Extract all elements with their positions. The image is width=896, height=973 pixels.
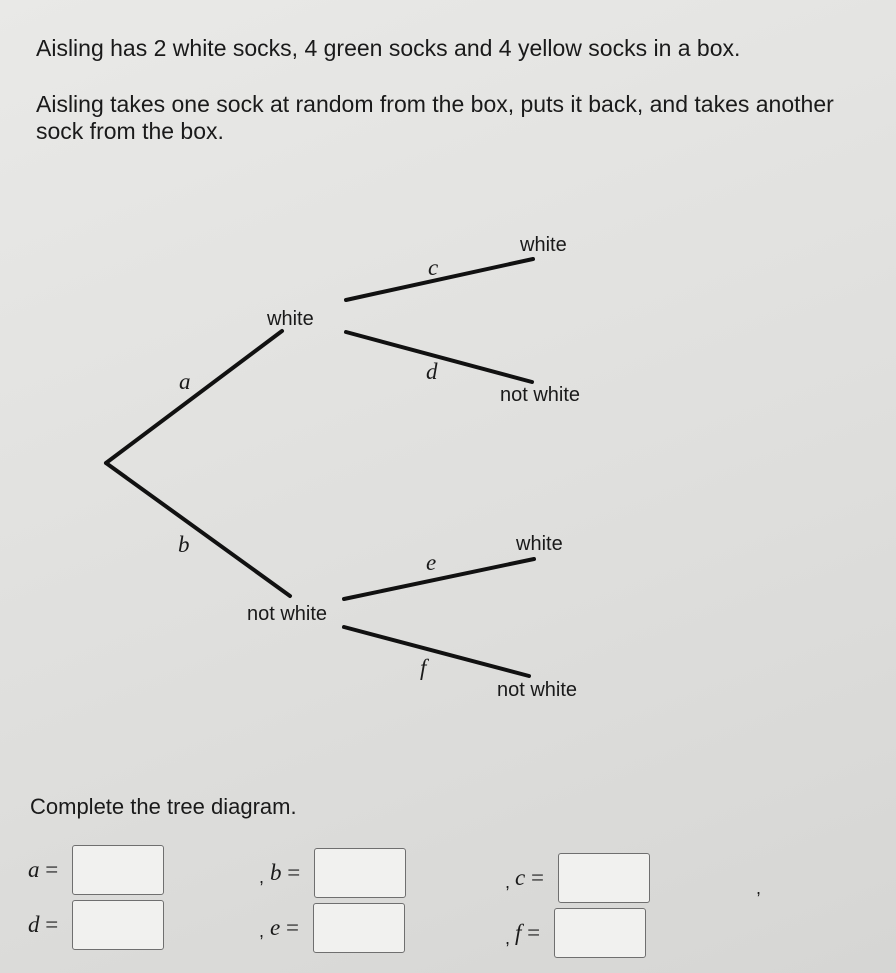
answer-b-input[interactable] <box>314 848 406 898</box>
answer-e-label: e <box>270 915 281 940</box>
branch-b <box>106 463 290 596</box>
comma-separator: , <box>505 872 511 892</box>
answer-f-label: f <box>515 920 522 945</box>
branch-d <box>346 332 532 382</box>
answer-d-input[interactable] <box>72 900 164 950</box>
branch-label-c: c <box>428 255 439 280</box>
question-intro-line-1: Aisling has 2 white socks, 4 green socks and 4 yellow socks in a box. <box>36 35 741 61</box>
branch-label-d: d <box>426 359 438 384</box>
answer-c-label: c <box>515 865 526 890</box>
comma-separator: , <box>505 928 511 948</box>
comma-separator: , <box>259 921 265 941</box>
branch-f <box>344 627 529 676</box>
first-not-white-label: not white <box>247 603 328 625</box>
answer-c: c = <box>515 853 650 903</box>
answer-e: e = <box>270 903 405 953</box>
answer-a-input[interactable] <box>72 845 164 895</box>
second-white-label-1: white <box>520 234 567 256</box>
question-intro-line-2: Aisling takes one sock at random from the box, puts it back, and takes another sock from the box. <box>36 91 834 144</box>
instruction-text: Complete the tree diagram. <box>30 794 297 819</box>
answer-f: f = <box>515 908 646 958</box>
answer-e-input[interactable] <box>313 903 405 953</box>
answer-b: b = <box>270 848 406 898</box>
branch-label-b: b <box>178 532 190 557</box>
answer-a: a = <box>28 845 164 895</box>
comma-separator: , <box>756 878 762 898</box>
branch-label-f: f <box>420 655 427 680</box>
branch-e <box>344 559 534 599</box>
answer-d-label: d <box>28 912 40 937</box>
second-white-label-2: white <box>516 533 563 555</box>
answer-c-input[interactable] <box>558 853 650 903</box>
branch-label-e: e <box>426 550 437 575</box>
first-white-label: white <box>267 308 314 330</box>
branch-a <box>106 331 282 463</box>
branch-label-a: a <box>179 369 191 394</box>
second-not-white-label-1: not white <box>500 384 581 406</box>
answer-a-label: a <box>28 857 40 882</box>
answer-d: d = <box>28 900 164 950</box>
answer-b-label: b <box>270 860 282 885</box>
answer-f-input[interactable] <box>554 908 646 958</box>
branch-c <box>346 259 533 300</box>
second-not-white-label-2: not white <box>497 679 578 701</box>
comma-separator: , <box>259 867 265 887</box>
